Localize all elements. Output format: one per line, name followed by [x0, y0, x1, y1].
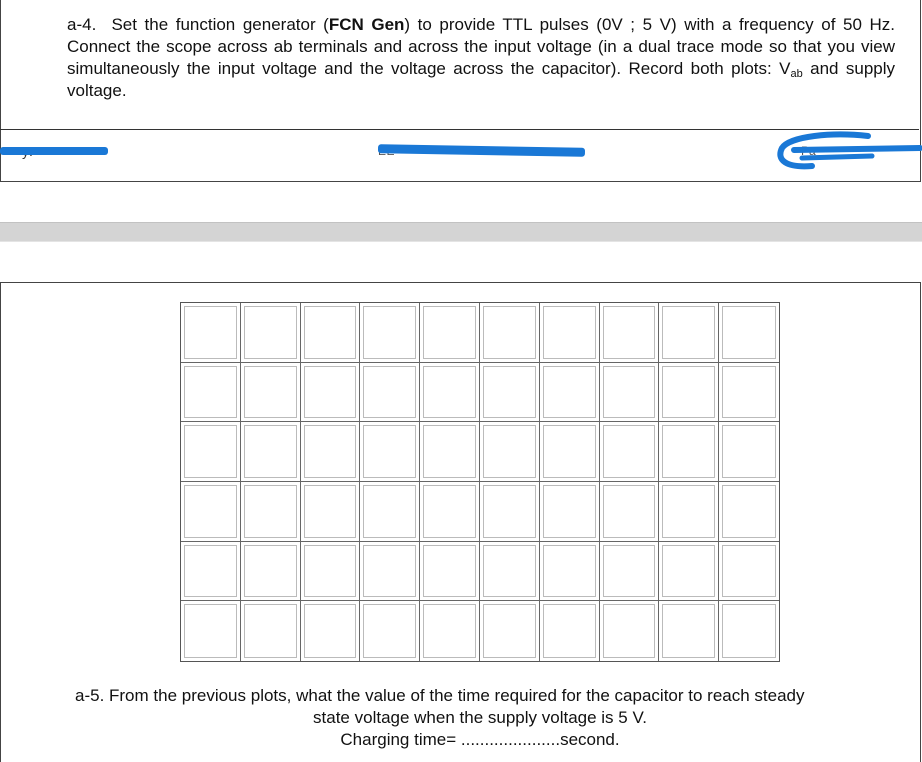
charging-time-unit: second. — [560, 730, 620, 749]
grid-cell — [480, 303, 540, 363]
grid-cell — [420, 601, 480, 661]
grid-cell — [181, 363, 241, 423]
instruction-number: a-4. — [67, 15, 97, 34]
grid-cell — [540, 542, 600, 602]
charging-time-blank[interactable]: ..................... — [460, 730, 561, 749]
grid-cell — [540, 422, 600, 482]
grid-cell — [241, 363, 301, 423]
grid-cell — [659, 601, 719, 661]
grid-cell — [181, 601, 241, 661]
grid-cell — [540, 303, 600, 363]
grid-cell — [360, 542, 420, 602]
footer-right-text: Pa — [801, 144, 816, 158]
grid-cell — [301, 601, 361, 661]
grid-cell — [241, 422, 301, 482]
grid-cell — [301, 482, 361, 542]
charging-time-label: Charging time= — [340, 730, 461, 749]
grid-cell — [719, 601, 779, 661]
grid-cell — [181, 422, 241, 482]
grid-cell — [659, 363, 719, 423]
grid-cell — [241, 482, 301, 542]
grid-cell — [181, 303, 241, 363]
redaction-right-scribble — [772, 130, 922, 172]
grid-cell — [181, 542, 241, 602]
grid-cell — [719, 542, 779, 602]
grid-cell — [360, 482, 420, 542]
grid-cell — [301, 542, 361, 602]
grid-cell — [719, 303, 779, 363]
grid-cell — [480, 422, 540, 482]
question-a5 — [75, 685, 885, 751]
grid-cell — [181, 482, 241, 542]
grid-cell — [301, 363, 361, 423]
grid-cell — [600, 363, 660, 423]
instruction-bold-term: FCN Gen — [328, 15, 405, 34]
grid-cell — [540, 482, 600, 542]
grid-cell — [719, 422, 779, 482]
grid-cell — [719, 482, 779, 542]
grid-cell — [600, 422, 660, 482]
grid-cell — [600, 303, 660, 363]
grid-cell — [480, 482, 540, 542]
instruction-a4 — [67, 14, 895, 102]
page-separator-bar — [0, 222, 922, 242]
grid-cell — [540, 601, 600, 661]
grid-cell — [600, 601, 660, 661]
grid-cell — [420, 542, 480, 602]
question-line-2: state voltage when the supply voltage is 5 V. — [313, 708, 647, 727]
grid-cell — [241, 303, 301, 363]
grid-cell — [600, 482, 660, 542]
grid-cell — [420, 422, 480, 482]
grid-cell — [480, 601, 540, 661]
instruction-subscript: ab — [790, 68, 803, 80]
grid-cell — [659, 482, 719, 542]
grid-cell — [719, 363, 779, 423]
grid-cell — [301, 422, 361, 482]
charging-time-line — [75, 729, 885, 751]
grid-cell — [241, 601, 301, 661]
redaction-left — [0, 147, 108, 155]
grid-cell — [480, 542, 540, 602]
instruction-text-start: Set the function generator ( — [111, 15, 329, 34]
grid-cell — [360, 422, 420, 482]
grid-cell — [420, 303, 480, 363]
grid-cell — [659, 303, 719, 363]
grid-cell — [360, 303, 420, 363]
grid-cell — [420, 363, 480, 423]
grid-cell — [241, 542, 301, 602]
grid-cell — [420, 482, 480, 542]
grid-cell — [360, 601, 420, 661]
oscilloscope-grid — [180, 302, 780, 662]
grid-cell — [360, 363, 420, 423]
instruction-text-end: and supply voltage. — [67, 59, 896, 100]
instruction-text-middle: ) to provide TTL pulses (0V ; 5 V) with a frequency of 50 Hz. Connect the scope across ab terminals and across the input voltage (in a dual trace mode so that you view simultaneously the input voltage and the voltage across the capacitor). Record both plots: V — [67, 15, 895, 78]
question-line-1: a-5. From the previous plots, what the value of the time required for the capacitor to reach steady — [75, 686, 805, 705]
grid-cell — [540, 363, 600, 423]
grid-cell — [480, 363, 540, 423]
grid-cell — [659, 422, 719, 482]
grid-cell — [301, 303, 361, 363]
grid-cell — [659, 542, 719, 602]
grid-cell — [600, 542, 660, 602]
